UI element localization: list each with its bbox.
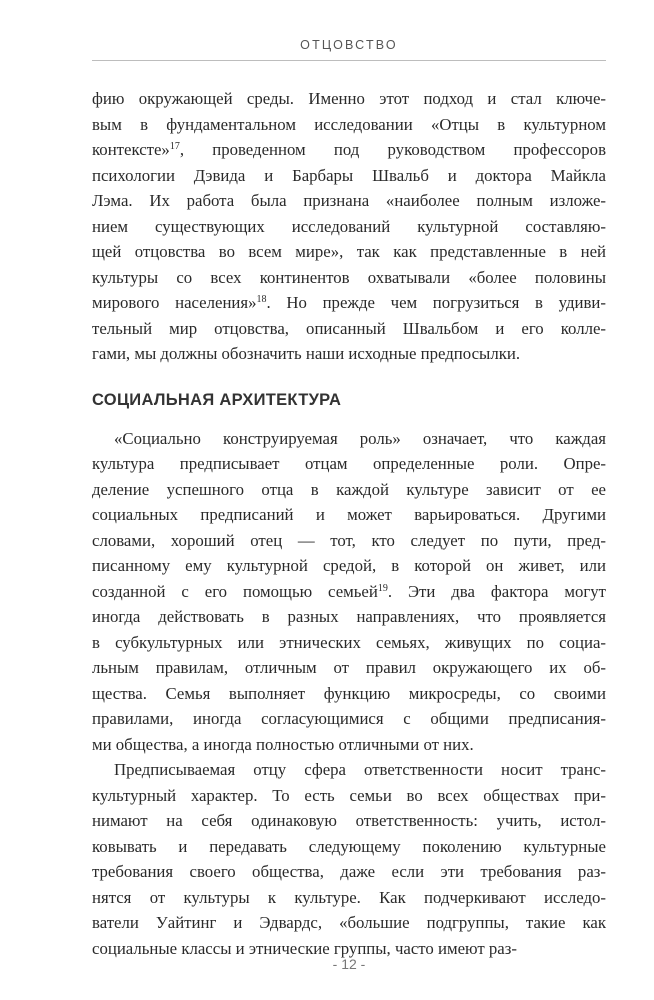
running-header: ОТЦОВСТВО [300, 38, 398, 52]
text-line: щей отцовства во всем мире», так как представленные в ней [92, 242, 606, 261]
text-line: требования своего общества, даже если эти требования раз- [92, 862, 606, 881]
text-line: контексте»$^{17}$, проведенном под руководством профессоров [92, 140, 606, 159]
text-line: культурный характер. То есть семьи во всех обществах при- [92, 785, 606, 805]
text-line: гами, мы должны обозначить наши исходные предпосылки. [92, 344, 521, 363]
text-line: фию окружающей среды. Именно этот подход и стал ключе- [92, 89, 606, 108]
footnote-ref: 19 [377, 582, 388, 594]
text-line: словами, хороший отец — тот, кто следует по пути, пред- [92, 530, 606, 550]
paragraph-1 [92, 86, 606, 367]
text-line: культуры со всех континентов охватывали «более половины [92, 267, 606, 287]
text-line: социальные классы и этнические группы, часто имеют раз- [92, 938, 517, 958]
text-line: тельный мир отцовства, описанный Швальбом и его колле- [92, 318, 606, 338]
text-line: иногда действовать в разных направлениях, что проявляется [92, 607, 606, 626]
text-line: Предписываемая отцу сфера ответственности носит транс- [114, 760, 606, 779]
text-line: правилами, иногда согласующимися с общими предписания- [92, 709, 606, 728]
page-body [92, 86, 606, 961]
text-line: нятся от культуры к культуре. Как подчеркивают исследо- [92, 887, 606, 907]
page-number: - 12 - [332, 956, 366, 972]
text-line: деление успешного отца в каждой культуре зависит от ее [92, 479, 606, 499]
text-line: мирового населения»$^{18}$. Но прежде чем погрузиться в удиви- [92, 293, 606, 312]
text-line: щества. Семья выполняет функцию микросреды, со своими [92, 683, 606, 703]
footnote-ref: 17 [169, 141, 180, 152]
text-line: нием существующих исследований культурной составляю- [92, 216, 606, 236]
text-line: нимают на себя одинаковую ответственность: учить, истол- [92, 811, 606, 830]
paragraph-3 [92, 757, 606, 961]
text-line: Лэма. Их работа была признана «наиболее полным изложе- [92, 191, 606, 210]
text-line: в субкультурных или этнических семьях, живущих по социа- [92, 632, 606, 652]
section-heading: СОЦИАЛЬНАЯ АРХИТЕКТУРА [92, 390, 342, 409]
text-line: психологии Дэвида и Барбары Швальб и доктора Майкла [92, 165, 606, 185]
text-line: писанному ему культурной средой, в которой он живет, или [92, 556, 606, 575]
footnote-ref: 18 [256, 294, 267, 305]
paragraph-2 [92, 426, 606, 758]
text-line: льным правилам, отличным от правил окружающего их об- [92, 658, 606, 677]
text-line: ватели Уайтинг и Эдвардс, «большие подгруппы, такие как [92, 913, 606, 932]
text-line: вым в фундаментальном исследовании «Отцы в культурном [92, 114, 606, 134]
text-line: ковывать и передавать следующему поколению культурные [92, 836, 606, 856]
text-line: ми общества, а иногда полностью отличными от них. [92, 734, 474, 754]
text-line: культура предписывает отцам определенные роли. Опре- [92, 454, 606, 473]
text-line: социальных предписаний и может варьироваться. Другими [92, 505, 606, 524]
text-line: созданной с его помощью семьей$^{19}$. Эти два фактора могут [92, 581, 606, 601]
header-rule [92, 60, 606, 61]
text-line: «Социально конструируемая роль» означает, что каждая [114, 428, 606, 448]
